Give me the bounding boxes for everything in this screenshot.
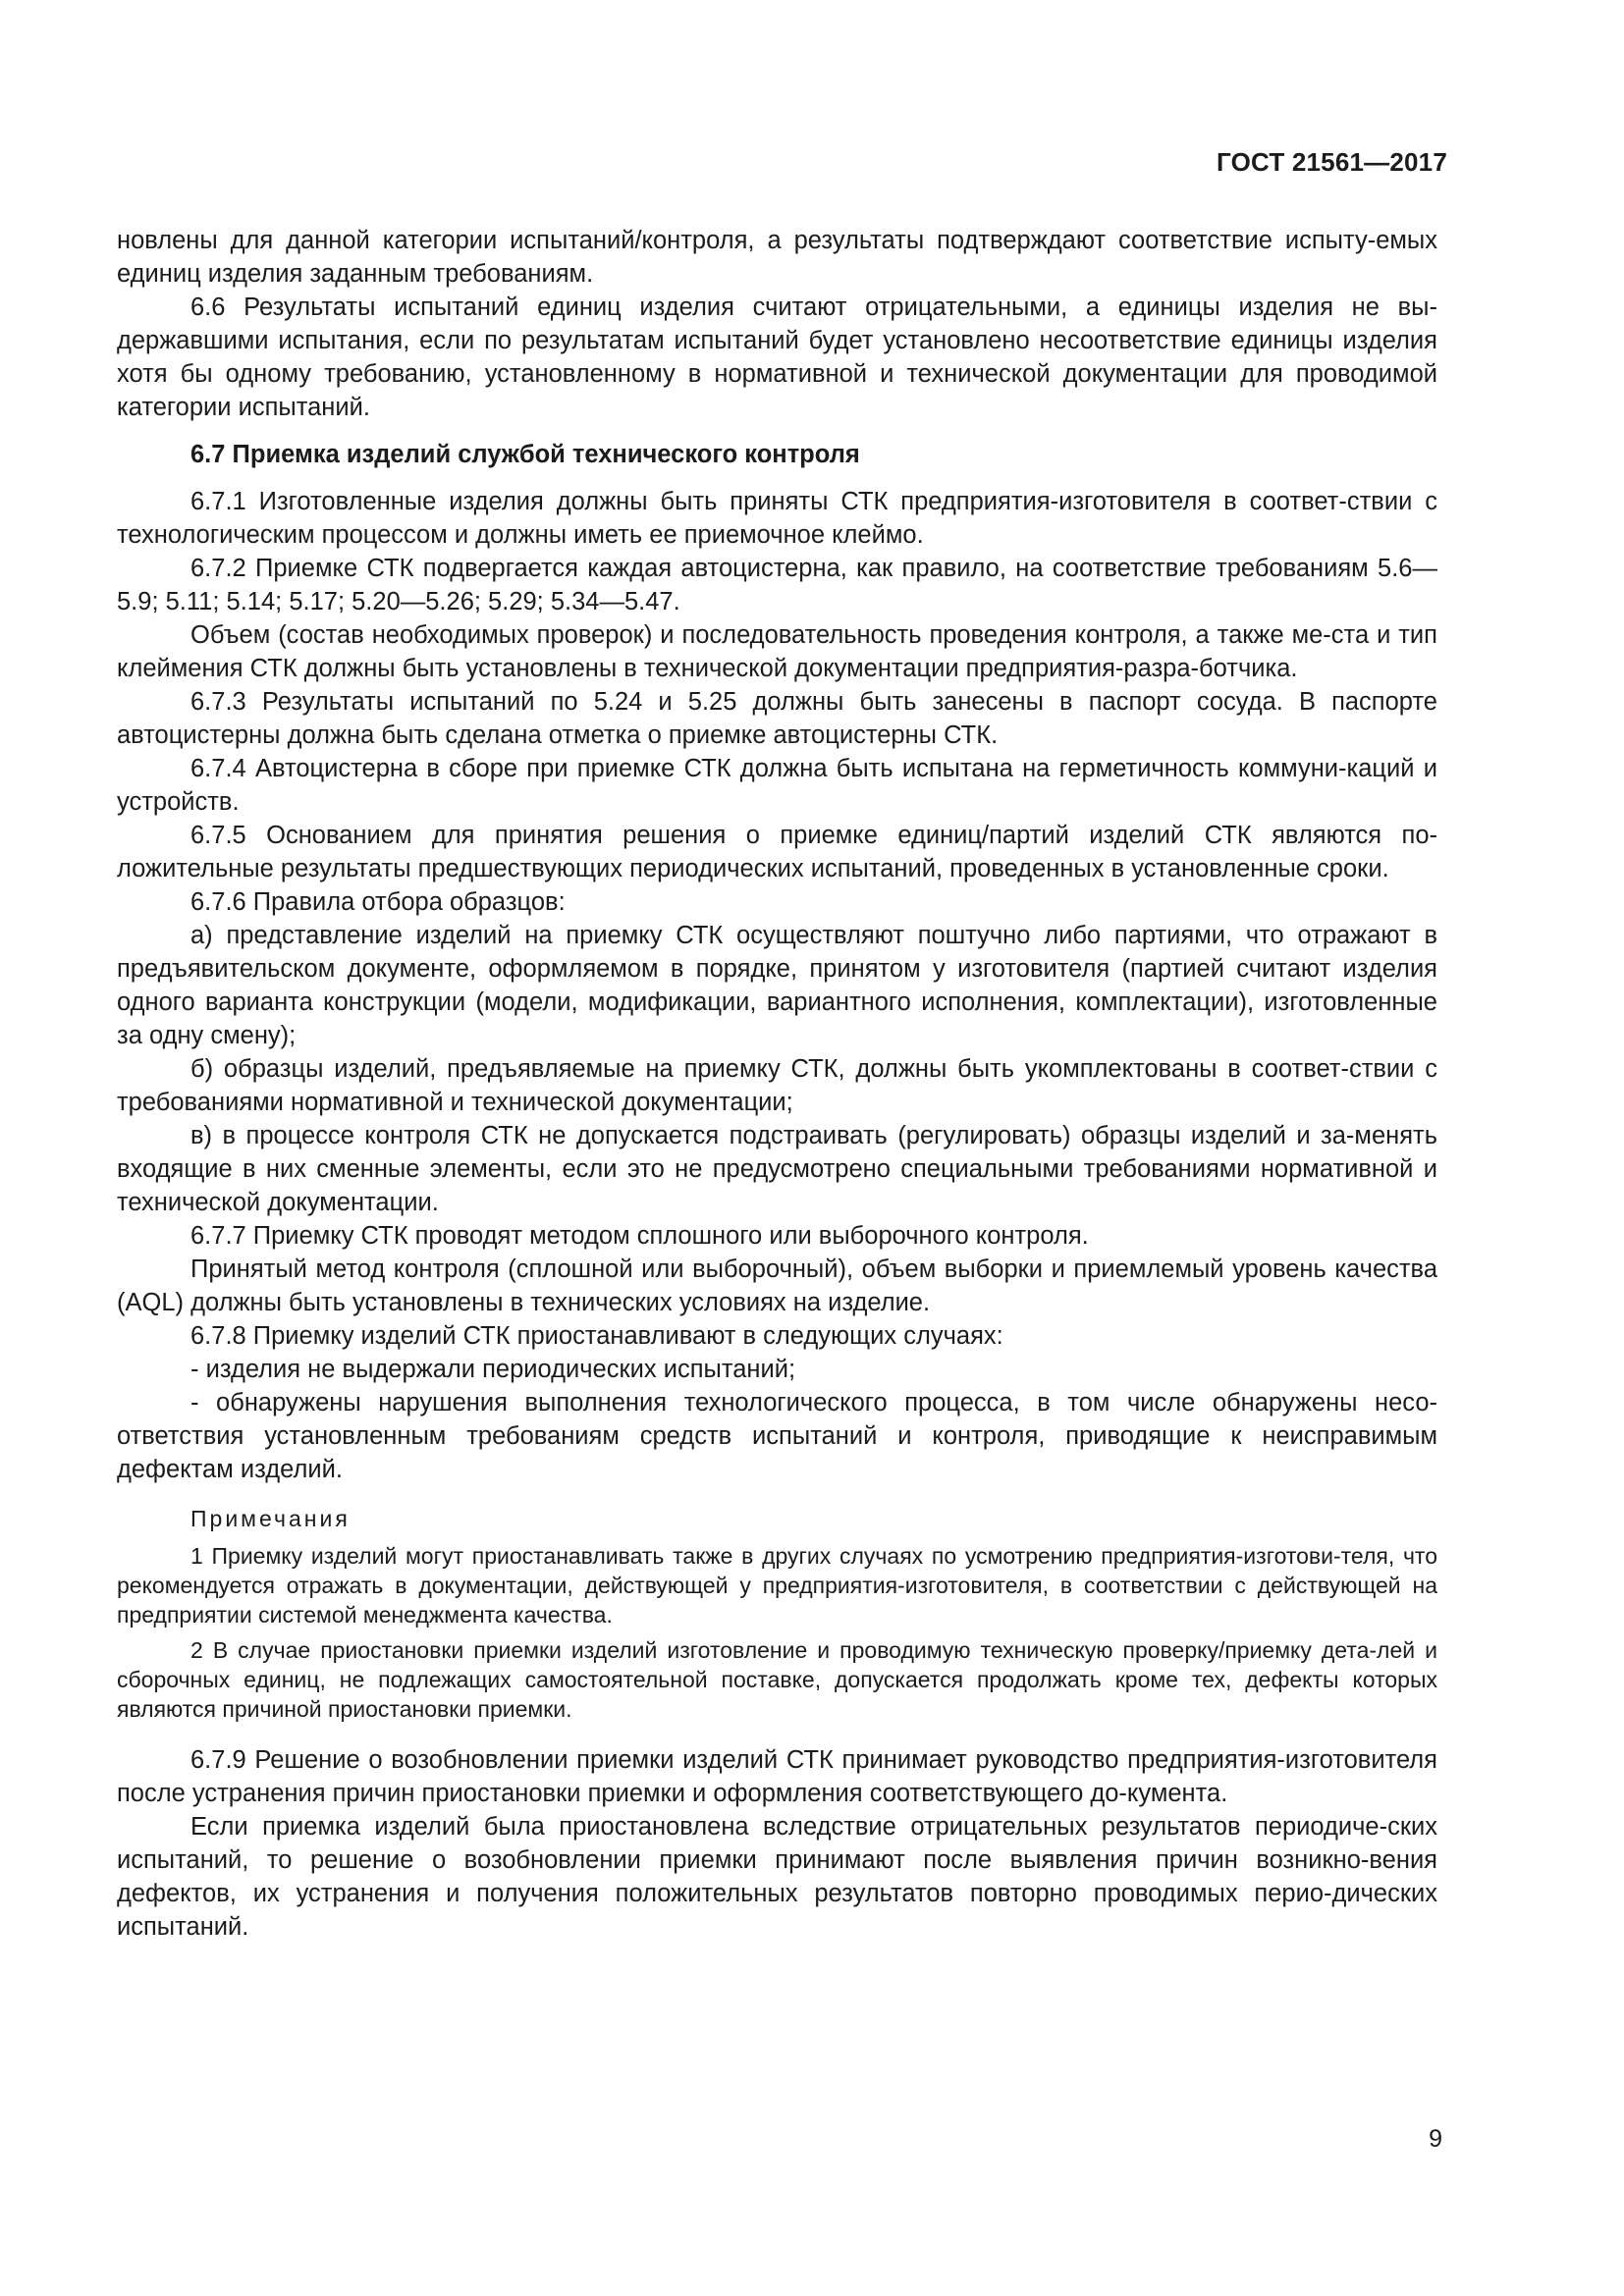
note-2: 2 В случае приостановки приемки изделий изготовление и проводимую техническую проверку/приемку дета-лей и сборочных единиц, не подлежащих самостоятельной поставке, допускается продолжать кроме тех, дефекты которых являются причиной приостановки приемки.	[117, 1637, 1437, 1722]
paragraph-method: Принятый метод контроля (сплошной или выборочный), объем выборки и приемлемый уровень качества (AQL) должны быть установлены в технических условиях на изделие.	[117, 1255, 1437, 1316]
paragraph-continuation: новлены для данной категории испытаний/контроля, а результаты подтверждают соответствие испыту-емых единиц изделия заданным требованиям.	[117, 227, 1437, 288]
document-header: ГОСТ 21561—2017	[1217, 147, 1447, 177]
paragraph-6-7-8: 6.7.8 Приемку изделий СТК приостанавливают в следующих случаях:	[190, 1322, 1003, 1350]
document-body	[117, 224, 1437, 1944]
list-item-a: а) представление изделий на приемку СТК осуществляют поштучно либо партиями, что отражают в предъявительском документе, оформляемом в порядке, принятом у изготовителя (партией считают изделия одного варианта конструкции (модели, модификации, вариантного исполнения, комплектации), изготовленные за одну смену);	[117, 922, 1437, 1049]
note-1: 1 Приемку изделий могут приостанавливать также в других случаях по усмотрению предприятия-изготови-теля, что рекомендуется отражать в документации, действующей у предприятия-изготовителя, в соответствии с действующей на предприятии системой менеджмента качества.	[117, 1543, 1437, 1628]
paragraph-6-7-1: 6.7.1 Изготовленные изделия должны быть приняты СТК предприятия-изготовителя в соответ-ствии с технологическим процессом и должны иметь ее приемочное клеймо.	[117, 488, 1437, 549]
notes-title: Примечания	[190, 1506, 351, 1531]
paragraph-6-6: 6.6 Результаты испытаний единиц изделия считают отрицательными, а единицы изделия не вы-державшими испытания, если по результатам испытаний будет установлено несоответствие единицы изделия хотя бы одному требованию, установленному в нормативной и технической документации для проводимой категории испытаний.	[117, 294, 1437, 421]
paragraph-6-7-7: 6.7.7 Приемку СТК проводят методом сплошного или выборочного контроля.	[190, 1222, 1089, 1250]
dash-item-1: - изделия не выдержали периодических испытаний;	[190, 1356, 796, 1383]
page-number: 9	[1429, 2125, 1442, 2153]
dash-item-2: - обнаружены нарушения выполнения технологического процесса, в том числе обнаружены несо-ответствия установленным требованиям средств испытаний и контроля, приводящие к неисправимым дефектам изделий.	[117, 1389, 1437, 1483]
paragraph-6-7-4: 6.7.4 Автоцистерна в сборе при приемке СТК должна быть испытана на герметичность коммуни-каций и устройств.	[117, 755, 1437, 816]
list-item-v: в) в процессе контроля СТК не допускается подстраивать (регулировать) образцы изделий и за-менять входящие в них сменные элементы, если это не предусмотрено специальными требованиями нормативной и технической документации.	[117, 1122, 1437, 1216]
paragraph-6-7-6: 6.7.6 Правила отбора образцов:	[190, 888, 566, 916]
paragraph-6-7-3: 6.7.3 Результаты испытаний по 5.24 и 5.25 должны быть занесены в паспорт сосуда. В паспорте автоцистерны должна быть сделана отметка о приемке автоцистерны СТК.	[117, 688, 1437, 749]
paragraph-6-7-2: 6.7.2 Приемке СТК подвергается каждая автоцистерна, как правило, на соответствие требованиям 5.6—5.9; 5.11; 5.14; 5.17; 5.20—5.26; 5.29; 5.34—5.47.	[117, 555, 1437, 615]
paragraph-6-7-5: 6.7.5 Основанием для принятия решения о приемке единиц/партий изделий СТК являются по-ложительные результаты предшествующих периодических испытаний, проведенных в установленные сроки.	[117, 822, 1437, 882]
paragraph-6-7-9: 6.7.9 Решение о возобновлении приемки изделий СТК принимает руководство предприятия-изготовителя после устранения причин приостановки приемки и оформления соответствующего до-кумента.	[117, 1746, 1437, 1807]
paragraph-last: Если приемка изделий была приостановлена вследствие отрицательных результатов периодиче-ских испытаний, то решение о возобновлении приемки принимают после выявления причин возникно-вения дефектов, их устранения и получения положительных результатов повторно проводимых перио-дических испытаний.	[117, 1813, 1437, 1941]
paragraph-volume: Объем (состав необходимых проверок) и последовательность проведения контроля, а также ме-ста и тип клеймения СТК должны быть установлены в технической документации предприятия-разра-ботчика.	[117, 621, 1437, 682]
section-heading-6-7: 6.7 Приемка изделий службой технического контроля	[190, 441, 860, 468]
list-item-b: б) образцы изделий, предъявляемые на приемку СТК, должны быть укомплектованы в соответ-ствии с требованиями нормативной и технической документации;	[117, 1055, 1437, 1116]
